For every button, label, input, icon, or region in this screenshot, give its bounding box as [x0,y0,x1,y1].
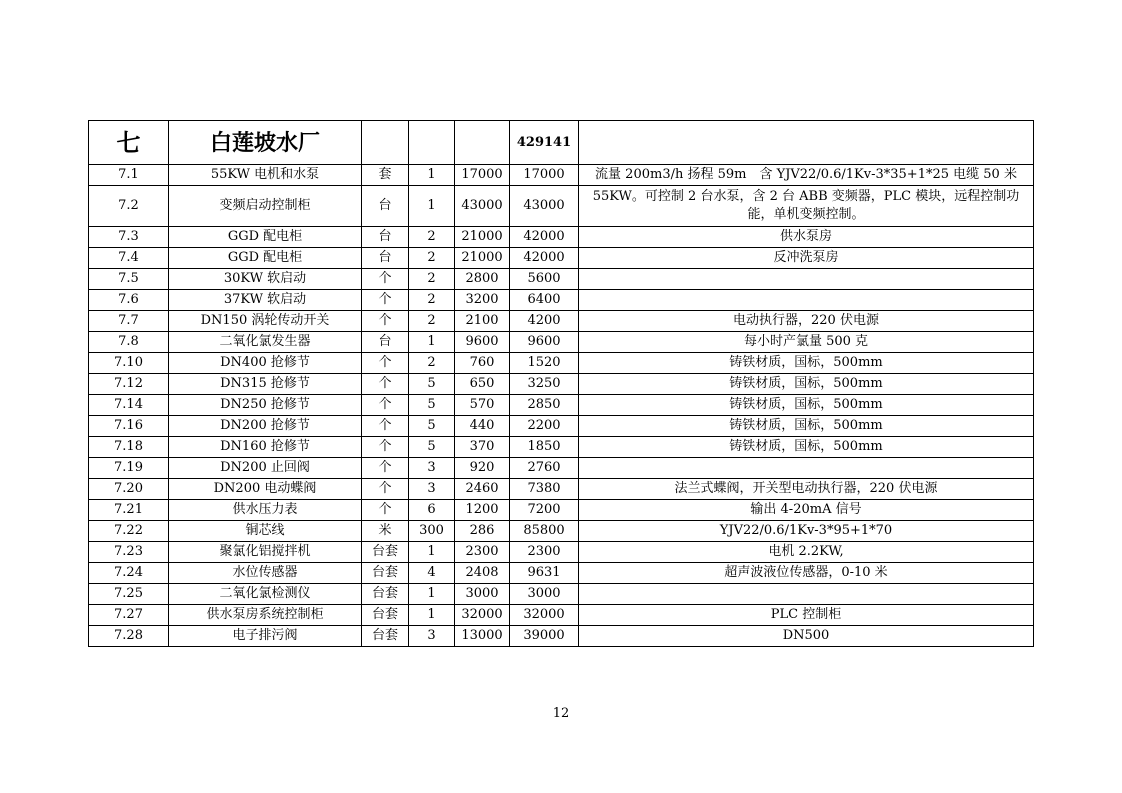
item-unit-price-cell: 286 [455,521,510,542]
item-note-cell: PLC 控制柜 [579,605,1034,626]
item-unit-price-cell: 2100 [455,311,510,332]
item-note-cell: 反冲洗泵房 [579,248,1034,269]
item-quantity-cell: 3 [409,479,455,500]
item-note-cell: 铸铁材质，国标，500mm [579,353,1034,374]
item-unit-cell: 个 [362,395,409,416]
item-unit-cell: 台 [362,332,409,353]
item-quantity-cell: 1 [409,542,455,563]
item-unit-cell: 台套 [362,584,409,605]
item-name-cell: 30KW 软启动 [169,269,362,290]
item-note-cell: 电机 2.2KW, [579,542,1034,563]
item-quantity-cell: 5 [409,437,455,458]
table-row [89,479,1034,500]
item-number-cell: 7.5 [89,269,169,290]
item-number-cell: 7.2 [89,186,169,227]
item-quantity-cell: 5 [409,416,455,437]
item-name-cell: 变频启动控制柜 [169,186,362,227]
item-name-cell: 供水泵房系统控制柜 [169,605,362,626]
item-quantity-cell: 3 [409,626,455,647]
item-name-cell: 电子排污阀 [169,626,362,647]
item-number-cell: 7.21 [89,500,169,521]
item-name-cell: DN200 止回阀 [169,458,362,479]
item-unit-cell: 台套 [362,563,409,584]
table-row [89,563,1034,584]
table-row [89,626,1034,647]
item-number-cell: 7.23 [89,542,169,563]
item-amount-cell: 7380 [510,479,579,500]
item-number-cell: 7.20 [89,479,169,500]
item-number-cell: 7.3 [89,227,169,248]
table-row [89,332,1034,353]
item-amount-cell: 43000 [510,186,579,227]
item-name-cell: 供水压力表 [169,500,362,521]
table-row [89,290,1034,311]
item-quantity-cell: 2 [409,227,455,248]
table-row [89,500,1034,521]
table-body [89,121,1034,647]
item-quantity-cell: 300 [409,521,455,542]
table-row [89,437,1034,458]
item-note-cell: 电动执行器，220 伏电源 [579,311,1034,332]
item-name-cell: DN315 抢修节 [169,374,362,395]
item-note-cell: 铸铁材质，国标，500mm [579,374,1034,395]
item-note-cell: YJV22/0.6/1Kv-3*95+1*70 [579,521,1034,542]
item-number-cell: 7.25 [89,584,169,605]
item-number-cell: 7.24 [89,563,169,584]
item-amount-cell: 2850 [510,395,579,416]
item-note-cell: DN500 [579,626,1034,647]
item-unit-cell: 米 [362,521,409,542]
table-row [89,416,1034,437]
section-header-row [89,121,1034,165]
item-quantity-cell: 4 [409,563,455,584]
item-unit-cell: 套 [362,165,409,186]
item-unit-price-cell: 21000 [455,248,510,269]
header-empty-cell [579,121,1034,165]
item-number-cell: 7.6 [89,290,169,311]
item-unit-price-cell: 43000 [455,186,510,227]
item-number-cell: 7.8 [89,332,169,353]
item-unit-price-cell: 760 [455,353,510,374]
item-note-cell: 55KW。可控制 2 台水泵，含 2 台 ABB 变频器，PLC 模块，远程控制功能，单机变频控制。 [579,186,1034,227]
table-row [89,584,1034,605]
item-name-cell: DN400 抢修节 [169,353,362,374]
table-row [89,311,1034,332]
item-unit-price-cell: 440 [455,416,510,437]
item-amount-cell: 3000 [510,584,579,605]
header-empty-cell [455,121,510,165]
item-amount-cell: 42000 [510,227,579,248]
item-name-cell: DN200 抢修节 [169,416,362,437]
item-unit-cell: 台 [362,248,409,269]
item-note-cell: 铸铁材质，国标，500mm [579,395,1034,416]
item-amount-cell: 2300 [510,542,579,563]
item-amount-cell: 4200 [510,311,579,332]
item-note-cell: 铸铁材质，国标，500mm [579,416,1034,437]
table-row [89,395,1034,416]
item-name-cell: 聚氯化铝搅拌机 [169,542,362,563]
item-amount-cell: 9631 [510,563,579,584]
table-row [89,227,1034,248]
table-row [89,374,1034,395]
item-unit-cell: 个 [362,479,409,500]
page-number: 12 [552,706,570,721]
item-quantity-cell: 2 [409,290,455,311]
table-row [89,521,1034,542]
table-row [89,248,1034,269]
item-unit-cell: 台套 [362,626,409,647]
table-row [89,605,1034,626]
item-number-cell: 7.19 [89,458,169,479]
item-unit-cell: 台 [362,186,409,227]
item-amount-cell: 17000 [510,165,579,186]
item-unit-price-cell: 17000 [455,165,510,186]
item-unit-cell: 个 [362,311,409,332]
item-unit-cell: 台套 [362,542,409,563]
table-row [89,542,1034,563]
item-unit-price-cell: 21000 [455,227,510,248]
item-number-cell: 7.16 [89,416,169,437]
item-number-cell: 7.10 [89,353,169,374]
header-empty-cell [362,121,409,165]
item-quantity-cell: 1 [409,165,455,186]
item-quantity-cell: 1 [409,584,455,605]
table-row [89,186,1034,227]
item-name-cell: DN250 抢修节 [169,395,362,416]
item-note-cell [579,584,1034,605]
item-amount-cell: 2760 [510,458,579,479]
item-quantity-cell: 1 [409,605,455,626]
item-name-cell: 二氧化氯发生器 [169,332,362,353]
item-name-cell: 铜芯线 [169,521,362,542]
item-quantity-cell: 5 [409,374,455,395]
item-number-cell: 7.4 [89,248,169,269]
item-unit-cell: 个 [362,416,409,437]
item-amount-cell: 85800 [510,521,579,542]
item-unit-price-cell: 920 [455,458,510,479]
item-unit-price-cell: 650 [455,374,510,395]
item-number-cell: 7.14 [89,395,169,416]
item-unit-cell: 台 [362,227,409,248]
item-unit-price-cell: 9600 [455,332,510,353]
item-number-cell: 7.12 [89,374,169,395]
item-unit-price-cell: 2300 [455,542,510,563]
item-note-cell: 供水泵房 [579,227,1034,248]
item-amount-cell: 1520 [510,353,579,374]
item-name-cell: DN160 抢修节 [169,437,362,458]
item-note-cell [579,458,1034,479]
item-note-cell: 流量 200m3/h 扬程 59m 含 YJV22/0.6/1Kv-3*35+1*25 电缆 50 米 [579,165,1034,186]
item-unit-price-cell: 370 [455,437,510,458]
item-number-cell: 7.18 [89,437,169,458]
table-row [89,269,1034,290]
item-unit-cell: 个 [362,374,409,395]
item-unit-price-cell: 2800 [455,269,510,290]
item-number-cell: 7.7 [89,311,169,332]
item-amount-cell: 39000 [510,626,579,647]
item-amount-cell: 2200 [510,416,579,437]
item-amount-cell: 3250 [510,374,579,395]
item-amount-cell: 32000 [510,605,579,626]
item-quantity-cell: 3 [409,458,455,479]
item-quantity-cell: 2 [409,269,455,290]
item-unit-price-cell: 32000 [455,605,510,626]
item-quantity-cell: 1 [409,332,455,353]
item-number-cell: 7.27 [89,605,169,626]
item-name-cell: 二氧化氯检测仪 [169,584,362,605]
item-name-cell: GGD 配电柜 [169,227,362,248]
item-note-cell: 输出 4-20mA 信号 [579,500,1034,521]
section-name: 白莲坡水厂 [169,121,362,165]
table-row [89,165,1034,186]
item-unit-price-cell: 570 [455,395,510,416]
item-unit-price-cell: 3200 [455,290,510,311]
item-quantity-cell: 2 [409,248,455,269]
item-unit-price-cell: 13000 [455,626,510,647]
item-unit-price-cell: 2460 [455,479,510,500]
item-amount-cell: 42000 [510,248,579,269]
item-unit-cell: 个 [362,269,409,290]
item-unit-cell: 个 [362,437,409,458]
item-note-cell [579,269,1034,290]
item-unit-cell: 台套 [362,605,409,626]
equipment-table [88,120,1034,647]
item-note-cell: 超声波液位传感器，0-10 米 [579,563,1034,584]
item-quantity-cell: 2 [409,311,455,332]
item-number-cell: 7.28 [89,626,169,647]
item-unit-price-cell: 3000 [455,584,510,605]
item-unit-cell: 个 [362,458,409,479]
item-quantity-cell: 5 [409,395,455,416]
section-number: 七 [89,121,169,165]
item-amount-cell: 6400 [510,290,579,311]
item-name-cell: DN200 电动蝶阀 [169,479,362,500]
item-amount-cell: 7200 [510,500,579,521]
item-number-cell: 7.22 [89,521,169,542]
item-note-cell [579,290,1034,311]
item-quantity-cell: 6 [409,500,455,521]
item-name-cell: DN150 涡轮传动开关 [169,311,362,332]
item-amount-cell: 1850 [510,437,579,458]
item-unit-price-cell: 2408 [455,563,510,584]
item-note-cell: 每小时产氯量 500 克 [579,332,1034,353]
item-unit-price-cell: 1200 [455,500,510,521]
item-note-cell: 法兰式蝶阀，开关型电动执行器，220 伏电源 [579,479,1034,500]
item-quantity-cell: 1 [409,186,455,227]
item-name-cell: 37KW 软启动 [169,290,362,311]
item-number-cell: 7.1 [89,165,169,186]
table-row [89,353,1034,374]
item-name-cell: GGD 配电柜 [169,248,362,269]
item-note-cell: 铸铁材质，国标，500mm [579,437,1034,458]
item-name-cell: 55KW 电机和水泵 [169,165,362,186]
table-row [89,458,1034,479]
section-total: 429141 [510,121,579,165]
item-name-cell: 水位传感器 [169,563,362,584]
item-unit-cell: 个 [362,500,409,521]
item-amount-cell: 5600 [510,269,579,290]
item-quantity-cell: 2 [409,353,455,374]
item-unit-cell: 个 [362,353,409,374]
item-unit-cell: 个 [362,290,409,311]
header-empty-cell [409,121,455,165]
item-amount-cell: 9600 [510,332,579,353]
